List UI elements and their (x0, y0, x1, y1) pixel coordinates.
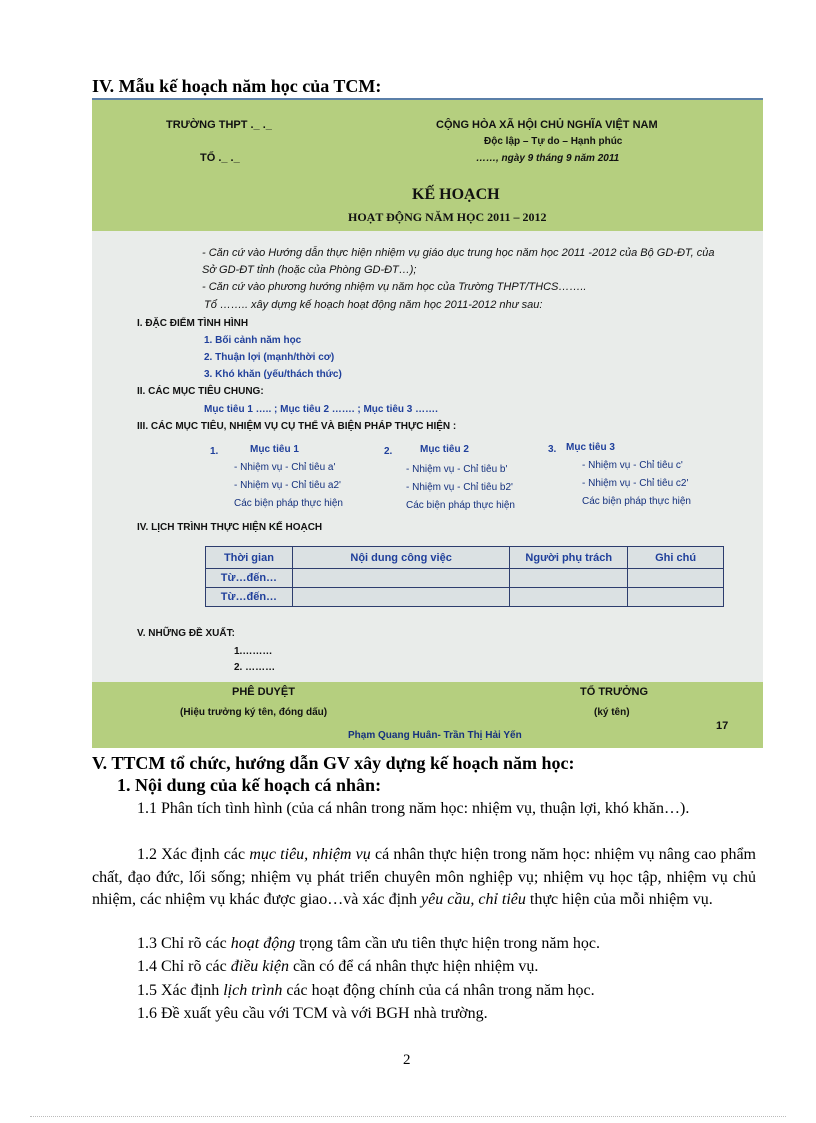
table-cell: Từ…đến… (206, 588, 293, 607)
leader-label: TỔ TRƯỞNG (580, 686, 649, 698)
paragraph-1-2: 1.2 Xác định các mục tiêu, nhiệm vụ cá nhân thực hiện trong năm học: nhiệm vụ nâng cao phẩm chất, đạo đức, lối sống; nhiệm vụ phát triển chuyên môn nghiệp vụ; nhiệm vụ học tập, nhiệm vụ chủ nhiệm, các nhiệm vụ khác được giao…và xác định yêu cầu, chỉ tiêu thực hiện của mỗi nhiệm vụ. (92, 846, 757, 908)
table-cell (628, 588, 724, 607)
goal-task: - Nhiệm vụ - Chỉ tiêu c2' (582, 478, 689, 489)
goal-name: Mục tiêu 2 (420, 444, 469, 455)
subsection-1-heading: 1. Nội dung của kế hoạch cá nhân: (117, 775, 382, 795)
goal-number: 1. (210, 446, 219, 457)
table-cell: Từ…đến… (206, 569, 293, 588)
goal-number: 3. (548, 444, 557, 455)
approve-label: PHÊ DUYỆT (232, 686, 295, 698)
date-line: ……, ngày 9 tháng 9 năm 2011 (476, 153, 620, 164)
section-2-heading: II. CÁC MỤC TIÊU CHUNG: (137, 386, 264, 397)
section-5-heading: V. TTCM tổ chức, hướng dẫn GV xây dựng kế hoạch năm học: (92, 753, 575, 773)
table-header-cell: Ghi chú (628, 547, 724, 569)
basis-2: - Căn cứ vào phương hướng nhiệm vụ năm học của Trường THPT/THCS…….. (202, 281, 587, 293)
table-cell (628, 569, 724, 588)
section-5-plan-heading: V. NHỮNG ĐỀ XUẤT: (137, 628, 235, 639)
table-header-row (206, 547, 724, 569)
table-cell (292, 569, 510, 588)
motto-label: Độc lập – Tự do – Hạnh phúc (484, 136, 623, 147)
goal-measures: Các biện pháp thực hiện (582, 496, 691, 507)
section-1-item: 2. Thuận lợi (mạnh/thời cơ) (204, 352, 335, 363)
goal-task: - Nhiệm vụ - Chỉ tiêu a' (234, 462, 336, 473)
section-3-heading: III. CÁC MỤC TIÊU, NHIỆM VỤ CỤ THỂ VÀ BIỆN PHÁP THỰC HIỆN : (137, 421, 457, 432)
goal-measures: Các biện pháp thực hiện (406, 500, 515, 511)
schedule-table (205, 546, 724, 607)
table-header-cell: Nội dung công việc (292, 547, 510, 569)
table-cell (510, 569, 628, 588)
proposal-item: 2. ……… (234, 662, 276, 673)
table-cell (292, 588, 510, 607)
table-cell (510, 588, 628, 607)
goal-number: 2. (384, 446, 393, 457)
section-4-heading: IV. Mẫu kế hoạch năm học của TCM: (92, 76, 382, 96)
proposal-item: 1.……… (234, 646, 273, 657)
section-2-line: Mục tiêu 1 ….. ; Mục tiêu 2 ……. ; Mục tiêu 3 ……. (204, 404, 438, 415)
section-1-item: 1. Bối cảnh năm học (204, 335, 302, 346)
goal-name: Mục tiêu 1 (250, 444, 299, 455)
plan-template-image (92, 98, 763, 748)
plan-subtitle: HOẠT ĐỘNG NĂM HỌC 2011 – 2012 (348, 210, 547, 224)
paragraph-1-5: 1.5 Xác định lịch trình các hoạt động chính của cá nhân trong năm học. (137, 982, 595, 999)
table-header-cell: Thời gian (206, 547, 293, 569)
section-1-item: 3. Khó khăn (yếu/thách thức) (204, 369, 342, 380)
table-row (206, 569, 724, 588)
paragraph-1-6: 1.6 Đề xuất yêu cầu với TCM và với BGH nhà trường. (137, 1005, 488, 1022)
goal-name: Mục tiêu 3 (566, 442, 615, 453)
approve-note: (Hiệu trưởng ký tên, đóng dấu) (180, 707, 328, 718)
paragraph-1-1: 1.1 Phân tích tình hình (của cá nhân trong năm học: nhiệm vụ, thuận lợi, khó khăn…). (137, 800, 690, 817)
authors-line: Phạm Quang Huân- Trần Thị Hải Yến (348, 730, 522, 741)
page-number: 2 (403, 1052, 411, 1068)
section-1-heading: I. ĐẶC ĐIỂM TÌNH HÌNH (137, 318, 249, 329)
basis-3: Tổ …….. xây dựng kế hoạch hoạt động năm học 2011-2012 như sau: (204, 299, 543, 311)
paragraph-1-4: 1.4 Chỉ rõ các điều kiện cần có để cá nhân thực hiện nhiệm vụ. (137, 958, 539, 975)
plan-title: KẾ HOẠCH (412, 186, 500, 203)
goal-task: - Nhiệm vụ - Chỉ tiêu c' (582, 460, 683, 471)
school-label: TRƯỜNG THPT ._ ._ (166, 119, 272, 131)
basis-1: - Căn cứ vào Hướng dẫn thực hiện nhiệm vụ giáo dục trung học năm học 2011 -2012 của Bộ GD-ĐT, của (202, 247, 715, 259)
leader-note: (ký tên) (594, 707, 630, 718)
paragraph-1-3: 1.3 Chỉ rõ các hoạt động trọng tâm cần ưu tiên thực hiện trong năm học. (137, 935, 601, 952)
goal-measures: Các biện pháp thực hiện (234, 498, 343, 509)
nation-label: CỘNG HÒA XÃ HỘI CHỦ NGHĨA VIỆT NAM (436, 119, 658, 131)
goal-task: - Nhiệm vụ - Chỉ tiêu b' (406, 464, 508, 475)
table-header-cell: Người phụ trách (510, 547, 628, 569)
goal-task: - Nhiệm vụ - Chỉ tiêu b2' (406, 482, 513, 493)
footer-divider (30, 1116, 786, 1117)
table-row (206, 588, 724, 607)
basis-1b: Sở GD-ĐT tỉnh (hoặc của Phòng GD-ĐT…); (202, 264, 417, 276)
section-4-plan-heading: IV. LỊCH TRÌNH THỰC HIỆN KẾ HOẠCH (137, 522, 323, 533)
group-label: TỔ ._ ._ (200, 152, 240, 164)
goal-task: - Nhiệm vụ - Chỉ tiêu a2' (234, 480, 341, 491)
image-page-number: 17 (716, 720, 729, 732)
